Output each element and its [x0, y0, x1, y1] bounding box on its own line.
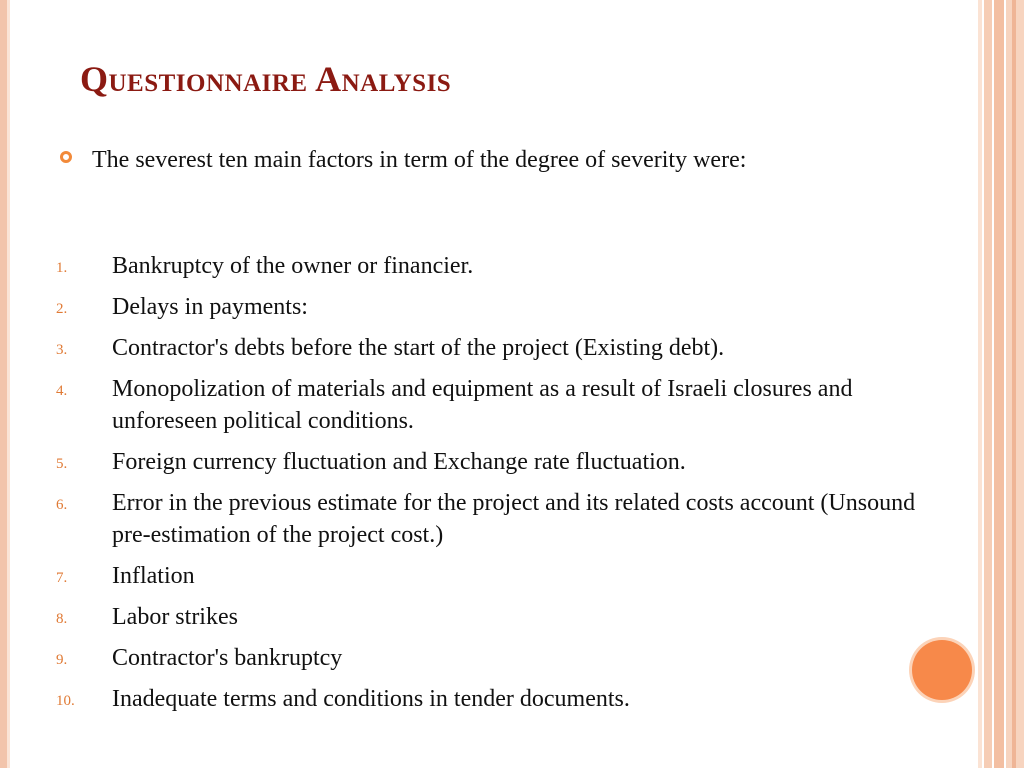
list-item-number: 7.	[56, 570, 68, 586]
list-item-number: 8.	[56, 611, 68, 627]
list-item-number: 1.	[56, 260, 68, 276]
list-item	[56, 373, 936, 437]
list-item	[56, 446, 936, 478]
list-item-number: 3.	[56, 342, 68, 358]
list-item-text: Contractor's debts before the start of the project (Existing debt).	[112, 335, 725, 361]
list-item	[56, 560, 936, 592]
right-decorative-bar	[1012, 0, 1016, 768]
right-decorative-bar	[978, 0, 982, 768]
list-item-number: 9.	[56, 652, 68, 668]
orange-circle-icon	[912, 640, 972, 700]
list-item-text: Labor strikes	[112, 604, 238, 630]
list-item-number: 4.	[56, 383, 68, 399]
list-item-number: 5.	[56, 456, 68, 472]
factor-list	[56, 250, 936, 724]
list-item	[56, 291, 936, 323]
list-item	[56, 642, 936, 674]
list-item-text: Foreign currency fluctuation and Exchange rate fluctuation.	[112, 449, 686, 475]
list-item-number: 6.	[56, 497, 68, 513]
list-item-number: 2.	[56, 301, 68, 317]
list-item	[56, 601, 936, 633]
intro-paragraph	[60, 144, 900, 176]
list-item-number: 10.	[56, 693, 75, 709]
right-decorative-bar	[984, 0, 992, 768]
list-item	[56, 250, 936, 282]
right-decorative-bar	[994, 0, 1004, 768]
list-item	[56, 487, 936, 551]
list-item	[56, 332, 936, 364]
list-item	[56, 683, 936, 715]
list-item-text: Bankruptcy of the owner or financier.	[112, 253, 474, 279]
list-item-text: Monopolization of materials and equipment as a result of Israeli closures and unforeseen political conditions.	[112, 376, 853, 434]
list-item-text: Inflation	[112, 563, 195, 589]
list-item-text: Inadequate terms and conditions in tender documents.	[112, 686, 630, 712]
slide-title: Questionnaire Analysis	[80, 59, 452, 99]
left-edge-stripe	[0, 0, 7, 768]
intro-text: The severest ten main factors in term of the degree of severity were:	[92, 147, 747, 173]
list-item-text: Contractor's bankruptcy	[112, 645, 343, 671]
left-edge-stripe-inner	[7, 0, 10, 768]
list-item-text: Delays in payments:	[112, 294, 308, 320]
list-item-text: Error in the previous estimate for the project and its related costs account (Unsound pre-estimation of the project cost.)	[112, 490, 916, 548]
ring-bullet-icon	[60, 151, 72, 163]
